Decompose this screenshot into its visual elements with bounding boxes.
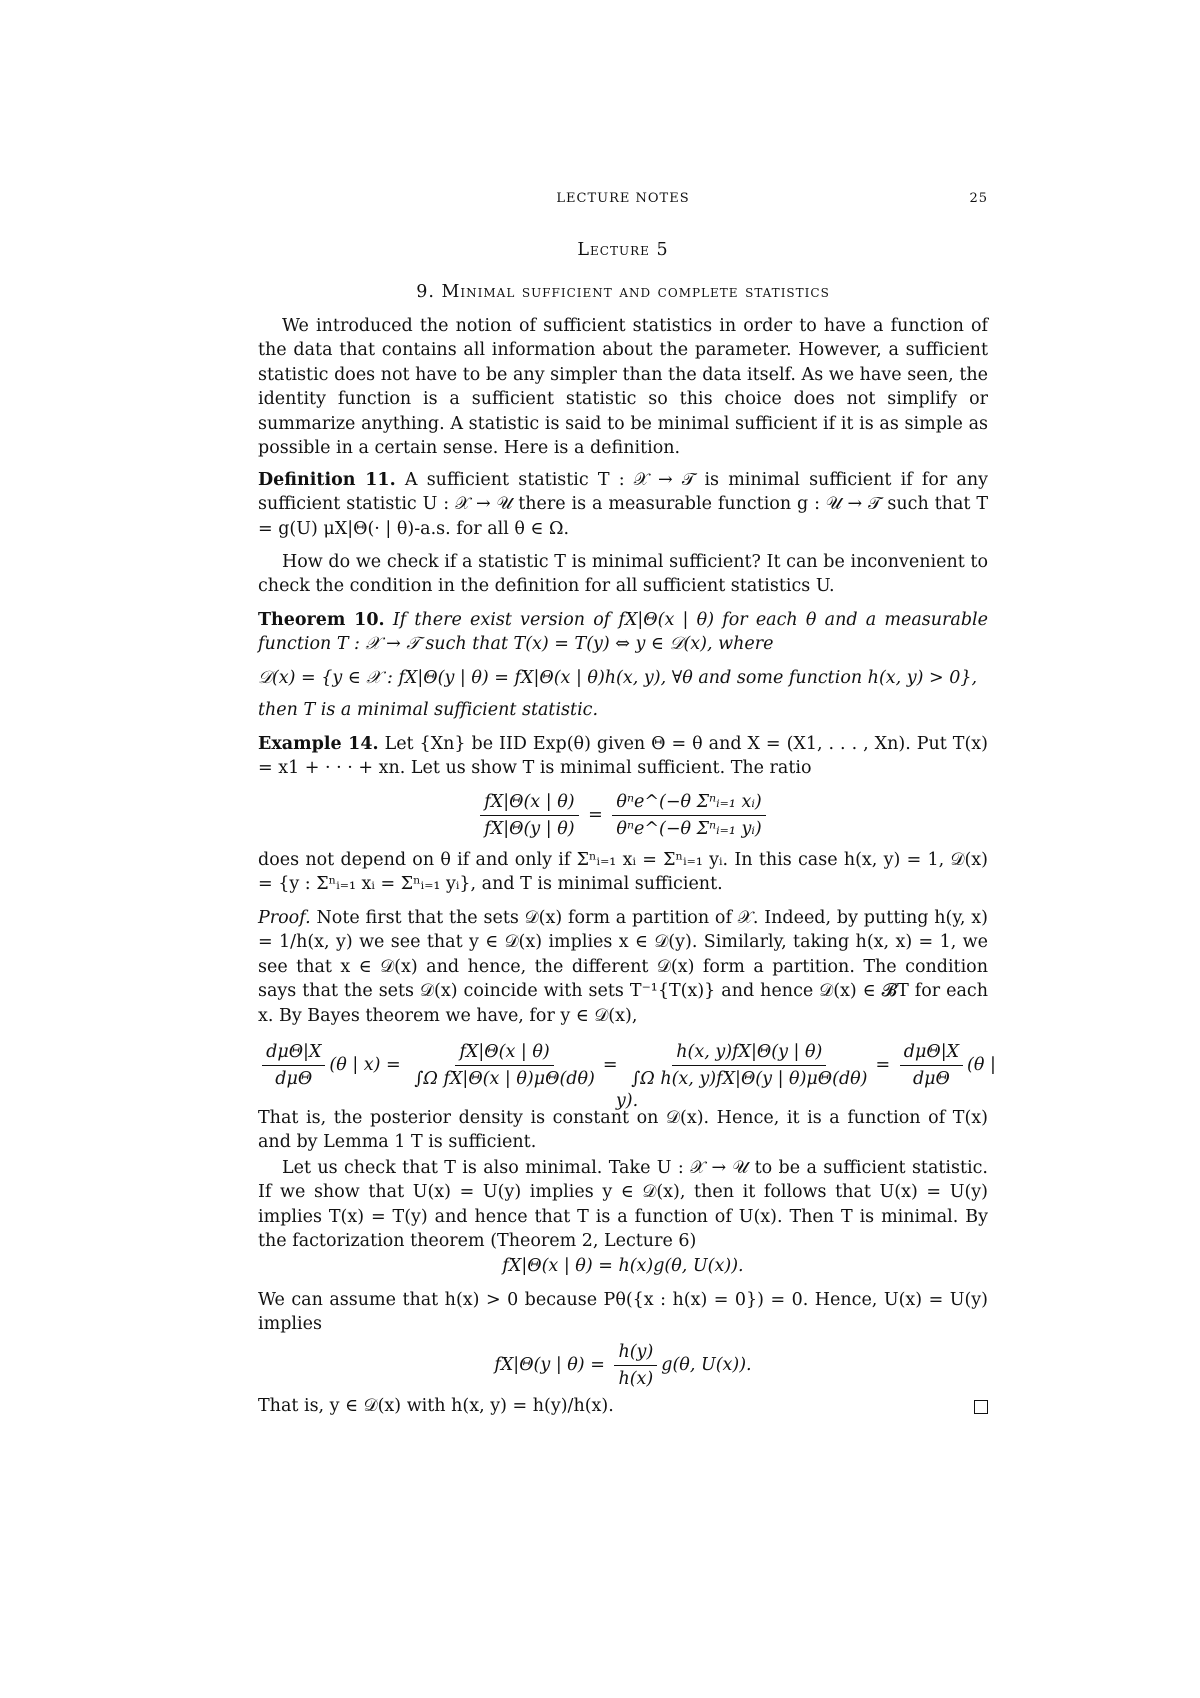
example-after-text: does not depend on θ if and only if Σⁿᵢ₌₁ xᵢ = Σⁿᵢ₌₁ yᵢ. In this case h(x, y) = 1, 𝒟(x) = {y : Σⁿᵢ₌₁ xᵢ = Σⁿᵢ₌₁ yᵢ}, and T is minimal sufficient. <box>258 850 988 895</box>
bayes-term-2-num: fX|Θ(x | θ) <box>455 1040 553 1066</box>
theorem-display: 𝒟(x) = {y ∈ 𝒳 : fX|Θ(y | θ) = fX|Θ(x | θ)h(x, y), ∀θ and some function h(x, y) > 0}, <box>258 668 978 688</box>
definition-text: A sufficient statistic T : 𝒳 → 𝒯 is minimal sufficient if for any sufficient statistic U : 𝒳 → 𝒰 there is a measurable function g : 𝒰 → 𝒯 such that T = g(U) μX|Θ(· | θ)-a.s. for all θ ∈ Ω. <box>258 470 988 539</box>
running-title: LECTURE NOTES <box>556 191 690 206</box>
proof-label: Proof. <box>258 908 311 928</box>
ratio-h-equation <box>258 1340 988 1391</box>
ratio-lhs-numerator: fX|Θ(x | θ) <box>480 790 578 816</box>
qed-box-icon <box>974 1400 988 1414</box>
bayes-term-2-den: ∫Ω fX|Θ(x | θ)μΘ(dθ) <box>414 1069 595 1089</box>
example-14 <box>258 732 988 781</box>
bayes-term-3-num: h(x, y)fX|Θ(y | θ) <box>672 1040 826 1066</box>
theorem-label: Theorem 10. <box>258 610 385 630</box>
bayes-term-3-den: ∫Ω h(x, y)fX|Θ(y | θ)μΘ(dθ) <box>631 1069 868 1089</box>
lecture-title: Lecture 5 <box>577 240 669 260</box>
definition-label: Definition 11. <box>258 470 396 490</box>
ratio-rhs <box>612 790 765 841</box>
proof-paragraph-5: That is, y ∈ 𝒟(x) with h(x, y) = h(y)/h(x). <box>258 1396 614 1416</box>
theorem-text: If there exist version of fX|Θ(x | θ) for each θ and a measurable function T : 𝒳 → 𝒯 such that T(x) = T(y) ⇔ y ∈ 𝒟(x), where <box>258 610 988 655</box>
ratio-h-rhs: g(θ, U(x)). <box>661 1355 752 1375</box>
proof-paragraph-2: That is, the posterior density is constant on 𝒟(x). Hence, it is a function of T(x) and by Lemma 1 T is sufficient. <box>258 1108 988 1153</box>
check-paragraph: How do we check if a statistic T is minimal sufficient? It can be inconvenient to check the condition in the definition for all sufficient statistics U. <box>258 552 988 597</box>
intro-paragraph: We introduced the notion of sufficient statistics in order to have a function of the data that contains all information about the parameter. However, a sufficient statistic does not have to be any simpler than the data itself. As we have seen, the identity function is a sufficient statistic so this choice does not simplify or summarize anything. A statistic is said to be minimal sufficient if it is as simple as possible in a certain sense. Here is a definition. <box>258 316 988 459</box>
bayes-term-1-arg: (θ | x) = <box>329 1055 401 1075</box>
ratio-rhs-denominator: θⁿe^(−θ Σⁿᵢ₌₁ yᵢ) <box>616 819 762 839</box>
definition-11 <box>258 468 988 541</box>
bayes-term-3 <box>627 1040 871 1091</box>
ratio-h-fraction <box>614 1340 657 1391</box>
bayes-term-1 <box>262 1040 325 1091</box>
ratio-h-den: h(x) <box>618 1369 654 1389</box>
bayes-term-1-den: dμΘ <box>275 1069 313 1089</box>
factorization-equation: fX|Θ(x | θ) = h(x)g(θ, U(x)). <box>502 1256 744 1276</box>
proof-paragraph-4: We can assume that h(x) > 0 because Pθ({x : h(x) = 0}) = 0. Hence, U(x) = U(y) implies <box>258 1290 988 1335</box>
bayes-term-1-num: dμΘ|X <box>262 1040 325 1066</box>
proof-p1-text: Note first that the sets 𝒟(x) form a partition of 𝒳. Indeed, by putting h(y, x) = 1/h(x, y) we see that y ∈ 𝒟(x) implies x ∈ 𝒟(y). Similarly, taking h(x, x) = 1, we see that x ∈ 𝒟(x) and hence, the different 𝒟(x) form a partition. The condition says that the sets 𝒟(x) coincide with sets T⁻¹{T(x)} and hence 𝒟(x) ∈ 𝓑T for each x. By Bayes theorem we have, for y ∈ 𝒟(x), <box>258 908 988 1026</box>
section-title: 9. Minimal sufficient and complete statistics <box>416 282 830 302</box>
proof-paragraph-3: Let us check that T is also minimal. Take U : 𝒳 → 𝒰 to be a sufficient statistic. If we show that U(x) = U(y) implies y ∈ 𝒟(x), then it follows that U(x) = U(y) implies T(x) = T(y) and hence that T is a function of U(x). Then T is minimal. By the factorization theorem (Theorem 2, Lecture 6) <box>258 1158 988 1252</box>
example-label: Example 14. <box>258 734 379 754</box>
ratio-lhs-denominator: fX|Θ(y | θ) <box>484 819 575 839</box>
ratio-equation: $\frac{fX|\Theta(x | \theta)}{fX|\Theta(y | \theta)}$ = $\frac{\text{θⁿe\textasciicircum{}(−θ Σⁿᵢ₌₁ xᵢ)}}{\text{θⁿe\textasciicircum{}(−θ Σⁿᵢ₌₁ yᵢ)}}$ <box>258 790 988 841</box>
ratio-lhs <box>480 790 578 841</box>
bayes-term-4-den: dμΘ <box>912 1069 950 1089</box>
bayes-term-2 <box>410 1040 599 1091</box>
page-number: 25 <box>969 191 988 206</box>
ratio-rhs-numerator: θⁿe^(−θ Σⁿᵢ₌₁ xᵢ) <box>612 790 765 816</box>
bayes-term-4-arg: (θ | y). <box>615 1055 996 1111</box>
ratio-h-lhs: fX|Θ(y | θ) = <box>494 1355 605 1375</box>
theorem-conclusion: then T is a minimal sufficient statistic. <box>258 700 599 720</box>
bayes-term-4-num: dμΘ|X <box>900 1040 963 1066</box>
proof-paragraph-1 <box>258 906 988 1028</box>
bayes-term-4 <box>900 1040 963 1091</box>
theorem-10 <box>258 608 988 657</box>
bayes-equation: $\frac{\text{dμΘ|X}}{\text{dμΘ}}$ (θ | x) = $\frac{fX|\Theta(x | \theta)}{\text{∫Ω fX|Θ(x | θ)μΘ(dθ)}}$ = $\frac{h(x, y)fX|\Theta(y | \theta)}{\text{∫Ω h(x, y)fX|Θ(y | θ)μΘ(dθ)}}$ = $\frac{\text{dμΘ|X}}{\text{dμΘ}}$ (θ | y). <box>252 1040 1002 1111</box>
example-text: Let {Xn} be IID Exp(θ) given Θ = θ and X = (X1, . . . , Xn). Put T(x) = x1 + · · · + xn. Let us show T is minimal sufficient. The ratio <box>258 734 988 779</box>
ratio-h-num: h(y) <box>614 1340 657 1366</box>
